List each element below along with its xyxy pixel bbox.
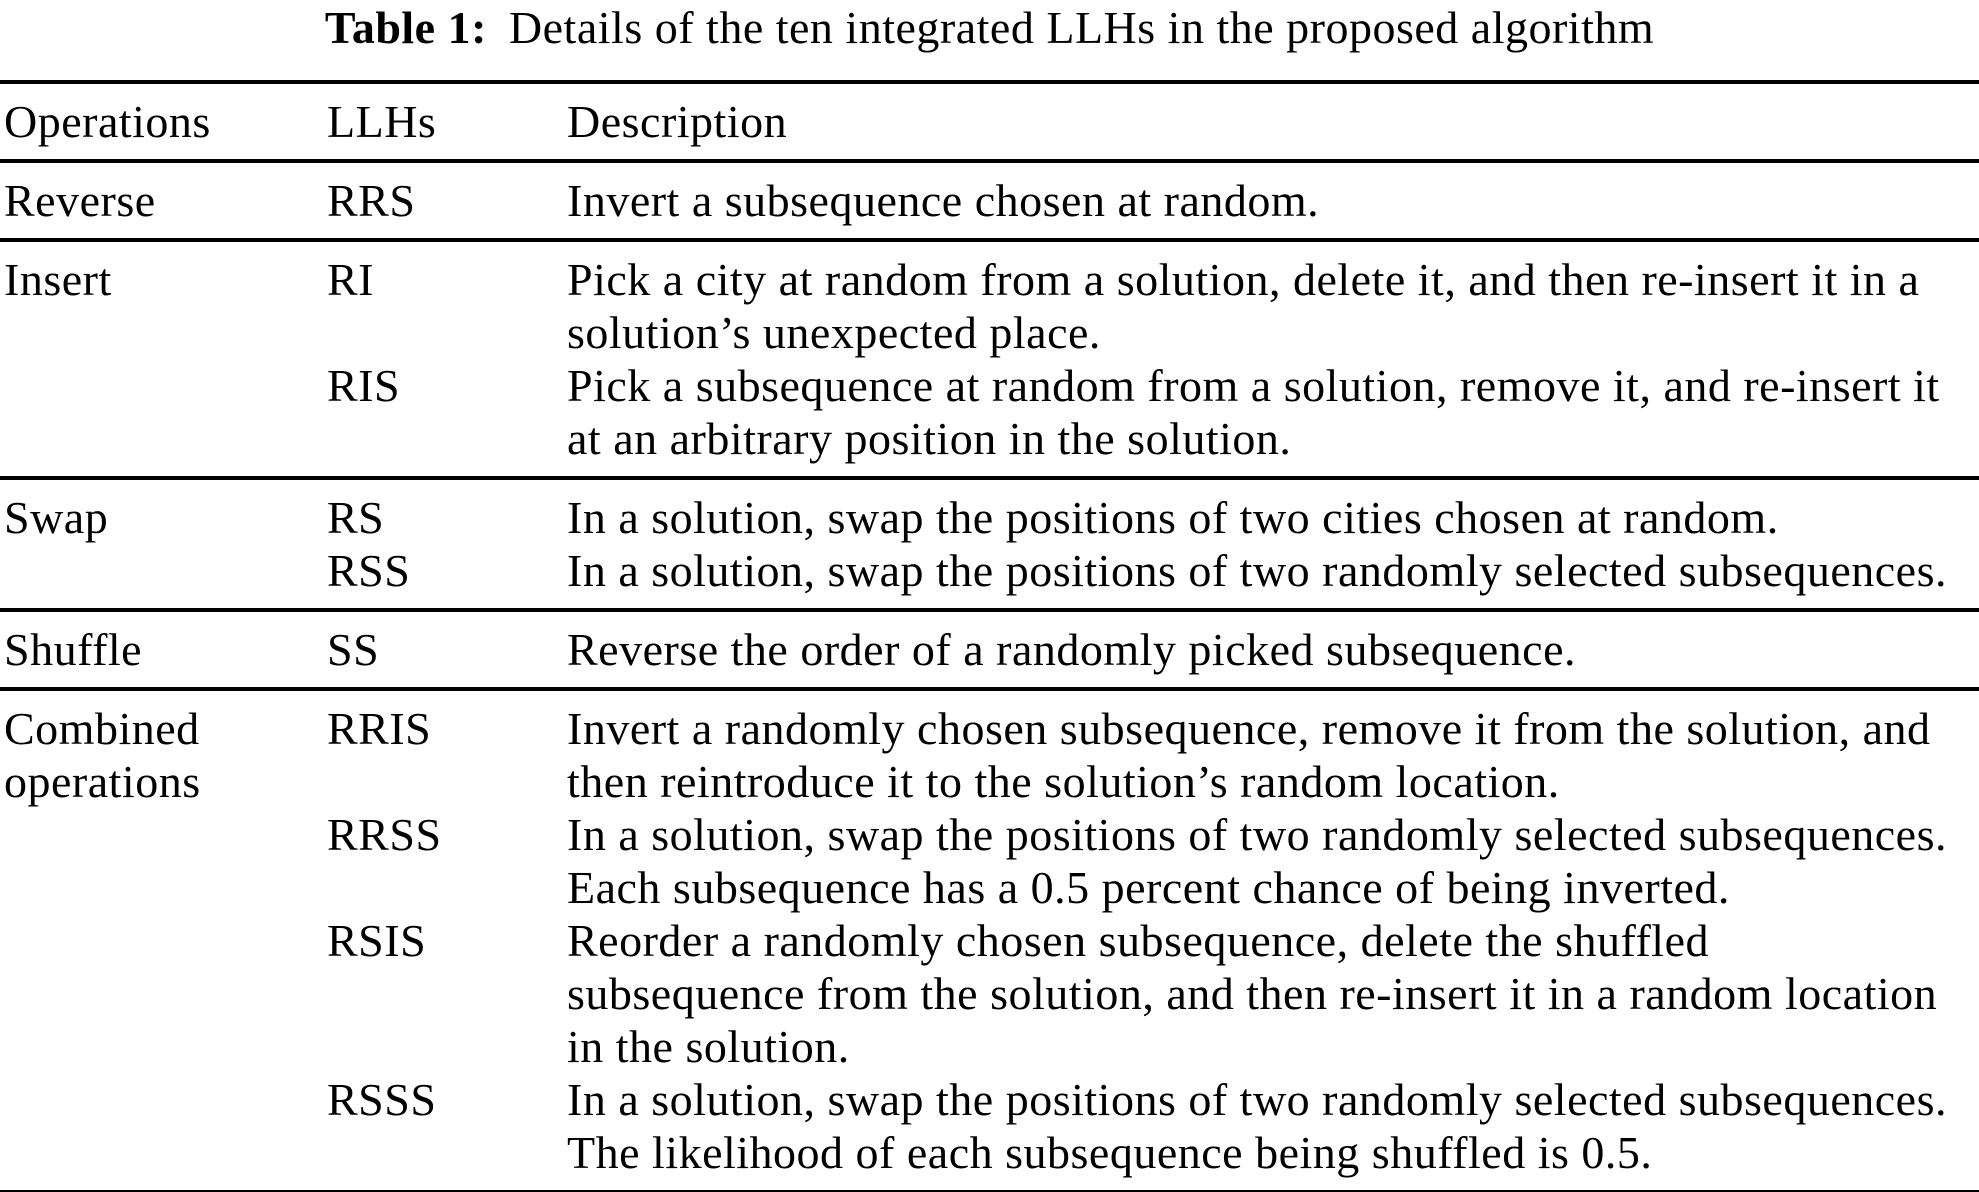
llh-cell: RSS [327, 545, 411, 596]
description-cell [567, 1073, 1979, 1179]
description-line: In a solution, swap the positions of two randomly selected subsequences. [567, 545, 1947, 596]
description-cell [567, 808, 1979, 914]
llh-cell: RS [327, 492, 385, 543]
description-line: Invert a subsequence chosen at random. [567, 175, 1320, 226]
table-row [327, 914, 1979, 1073]
group-rows [327, 253, 1979, 465]
description-line: Pick a city at random from a solution, delete it, and then re-insert it in a [567, 254, 1920, 305]
column-header-operations: Operations [4, 96, 211, 147]
table-group [0, 612, 1979, 691]
llh-cell: RRIS [327, 703, 432, 754]
table-row [327, 1073, 1979, 1179]
description-cell [567, 359, 1979, 465]
llh-cell: RRSS [327, 809, 442, 860]
table-row [327, 253, 1979, 359]
table-row [327, 491, 1979, 544]
llh-cell: RI [327, 254, 374, 305]
table-caption [0, 0, 1979, 56]
description-cell [567, 914, 1979, 1073]
table-body [0, 163, 1979, 1190]
group-rows [327, 174, 1979, 227]
llh-cell: SS [327, 624, 380, 675]
column-header-llhs: LLHs [327, 96, 437, 147]
description-line: Reverse the order of a randomly picked subsequence. [567, 624, 1577, 675]
group-rows [327, 491, 1979, 597]
description-line: Each subsequence has a 0.5 percent chance of being inverted. [567, 862, 1730, 913]
description-cell [567, 174, 1979, 227]
description-line: In a solution, swap the positions of two randomly selected subsequences. [567, 809, 1947, 860]
table-header-row [0, 84, 1979, 163]
operation-line: operations [4, 756, 201, 807]
table-group [0, 242, 1979, 480]
table-group [0, 163, 1979, 242]
description-line: The likelihood of each subsequence being shuffled is 0.5. [567, 1127, 1653, 1178]
operation-line: Insert [4, 254, 112, 305]
description-line: Invert a randomly chosen subsequence, remove it from the solution, and [567, 703, 1931, 754]
operation-line: Combined [4, 703, 200, 754]
operation-cell [0, 702, 327, 1179]
operation-line: Reverse [4, 175, 156, 226]
table-group [0, 691, 1979, 1190]
description-cell [567, 623, 1979, 676]
group-rows [327, 623, 1979, 676]
description-cell [567, 544, 1979, 597]
operation-cell [0, 253, 327, 465]
description-line: in the solution. [567, 1021, 850, 1072]
description-line: then reintroduce it to the solution’s random location. [567, 756, 1560, 807]
operation-line: Swap [4, 492, 109, 543]
llh-cell: RSSS [327, 1074, 437, 1125]
table-caption-label: Table 1: [324, 2, 487, 53]
operation-cell [0, 174, 327, 227]
column-header-description: Description [567, 96, 788, 147]
description-cell [567, 491, 1979, 544]
llh-cell: RRS [327, 175, 416, 226]
description-line: In a solution, swap the positions of two randomly selected subsequences. [567, 1074, 1947, 1125]
description-line: solution’s unexpected place. [567, 307, 1101, 358]
table-row [327, 808, 1979, 914]
table-group [0, 480, 1979, 612]
description-line: at an arbitrary position in the solution. [567, 413, 1292, 464]
description-line: Reorder a randomly chosen subsequence, delete the shuffled [567, 915, 1709, 966]
llh-table [0, 80, 1979, 1192]
table-caption-text: Details of the ten integrated LLHs in the proposed algorithm [508, 2, 1655, 53]
description-line: In a solution, swap the positions of two cities chosen at random. [567, 492, 1779, 543]
llh-cell: RSIS [327, 915, 427, 966]
description-cell [567, 253, 1979, 359]
operation-cell [0, 623, 327, 676]
operation-line: Shuffle [4, 624, 143, 675]
operation-cell [0, 491, 327, 597]
table-row [327, 544, 1979, 597]
description-cell [567, 702, 1979, 808]
table-row [327, 702, 1979, 808]
llh-cell: RIS [327, 360, 401, 411]
table-row [327, 623, 1979, 676]
description-line: Pick a subsequence at random from a solution, remove it, and re-insert it [567, 360, 1940, 411]
description-line: subsequence from the solution, and then re-insert it in a random location [567, 968, 1938, 1019]
table-row [327, 359, 1979, 465]
group-rows [327, 702, 1979, 1179]
table-row [327, 174, 1979, 227]
